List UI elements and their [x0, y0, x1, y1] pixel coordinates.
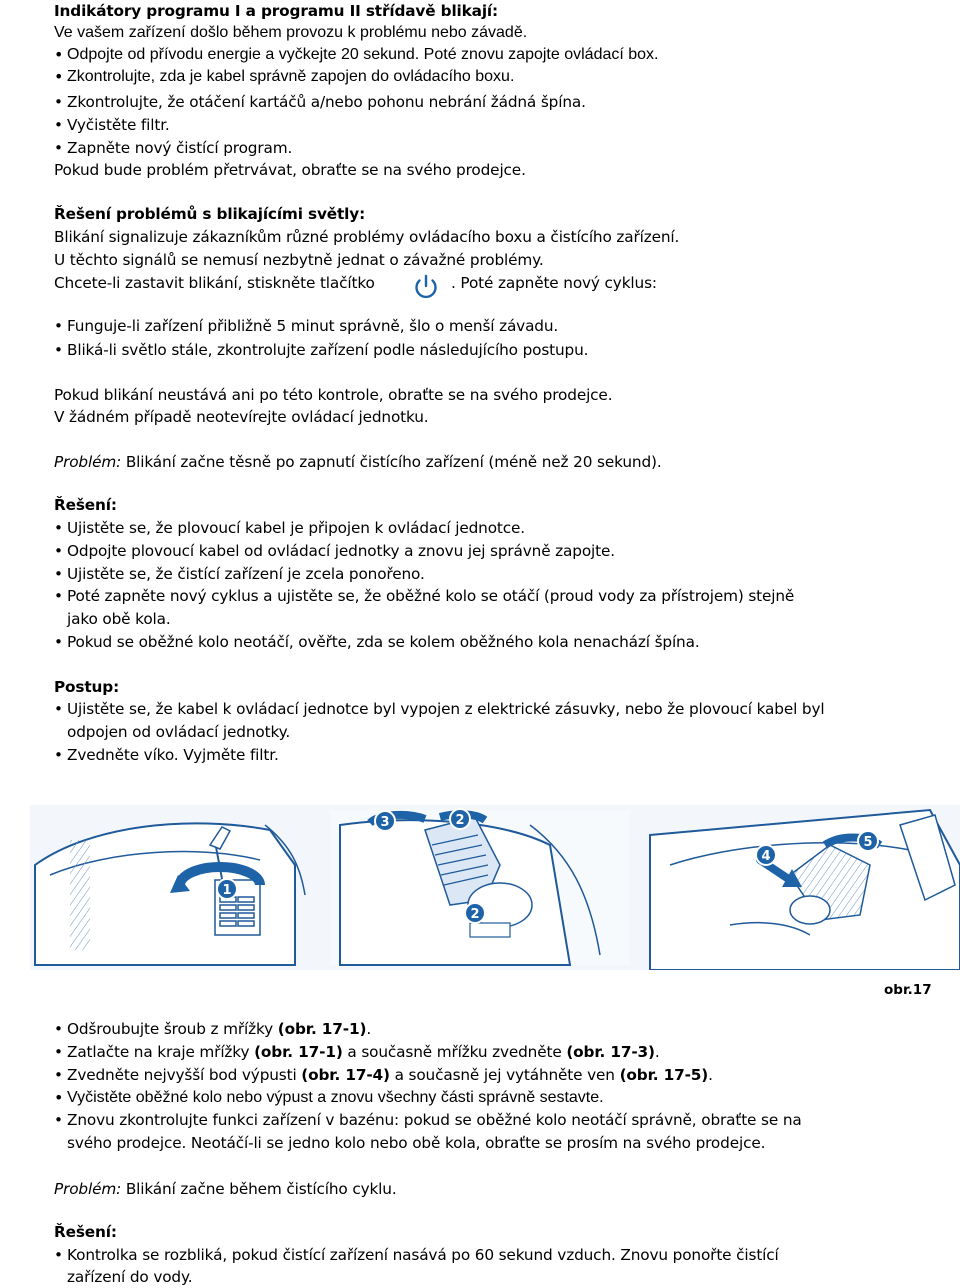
list-item [54, 1064, 713, 1086]
figure-reference: (obr. 17-4) [301, 1066, 390, 1084]
callout-5: 5 [863, 835, 873, 850]
section2-line3b: . Poté zapněte nový cyklus: [451, 274, 657, 292]
figure-panel-3 [650, 810, 960, 970]
figure-reference: (obr. 17-1) [277, 1020, 367, 1038]
list-item: • Znovu zkontrolujte funkci zařízení v bazénu: pokud se oběžné kolo neotáčí správně, obraťte se na [54, 1109, 802, 1131]
section1-heading: Indikátory programu I a programu II střídavě blikají: [54, 2, 498, 20]
section2-line2: U těchto signálů se nemusí nezbytně jednat o závažné problémy. [54, 251, 544, 269]
problem1-label: Problém: [54, 453, 122, 471]
step3-text: Zvedněte nejvyšší bod výpusti [67, 1066, 302, 1084]
section1-closing: Pokud bude problém přetrvávat, obraťte se na svého prodejce. [54, 161, 526, 179]
section2-note1: Pokud blikání neustává ani po této kontrole, obraťte se na svého prodejce. [54, 386, 613, 404]
list-item: • Zkontrolujte, že otáčení kartáčů a/nebo pohonu nebrání žádná špína. [54, 91, 586, 113]
figure-panel-2 [330, 809, 630, 965]
callout-2-bottom: 2 [470, 907, 480, 922]
solution1-heading: Řešení: [54, 496, 117, 514]
figure-reference: (obr. 17-5) [619, 1066, 709, 1084]
section1-intro: Ve vašem zařízení došlo během provozu k problému nebo závadě. [54, 24, 528, 41]
list-item: • Zapněte nový čistící program. [54, 137, 292, 159]
problem2-line [54, 1178, 397, 1200]
list-item: • Kontrolka se rozbliká, pokud čistící zařízení nasává po 60 sekund vzduch. Znovu ponořte čistící [54, 1244, 779, 1266]
list-item-continuation: jako obě kola. [67, 610, 171, 628]
list-item: • Ujistěte se, že plovoucí kabel je připojen k ovládací jednotce. [54, 517, 525, 539]
procedure-heading: Postup: [54, 678, 120, 696]
problem1-text: Blikání začne těsně po zapnutí čistícího zařízení (méně než 20 sekund). [121, 453, 662, 471]
section2-line3a: Chcete-li zastavit blikání, stiskněte tlačítko [54, 274, 375, 292]
list-item: • Ujistěte se, že kabel k ovládací jednotce byl vypojen z elektrické zásuvky, nebo že plovoucí kabel byl [54, 698, 824, 720]
step2-text-middle: a současně mřížku zvedněte [342, 1043, 567, 1061]
solution2-heading: Řešení: [54, 1223, 117, 1241]
list-item-continuation: odpojen od ovládací jednotky. [67, 723, 291, 741]
list-item: • Funguje-li zařízení přibližně 5 minut správně, šlo o menší závadu. [54, 315, 558, 337]
list-item: • Vyčistěte oběžné kolo nebo výpust a znovu všechny části správně sestavte. [54, 1087, 604, 1109]
step3-text-middle: a současně jej vytáhněte ven [389, 1066, 620, 1084]
step1-text: Odšroubujte šroub z mřížky [67, 1020, 278, 1038]
callout-1: 1 [222, 883, 232, 898]
list-item: • Zvedněte víko. Vyjměte filtr. [54, 744, 279, 766]
list-item: • Odpojte od přívodu energie a vyčkejte 20 sekund. Poté znovu zapojte ovládací box. [54, 44, 659, 66]
list-item [54, 1041, 660, 1063]
step2-text: Zatlačte na kraje mřížky [67, 1043, 255, 1061]
figure-reference: (obr. 17-1) [254, 1043, 343, 1061]
problem2-label: Problém: [54, 1180, 122, 1198]
list-item [54, 1018, 371, 1040]
figure-caption: obr.17 [884, 982, 932, 998]
figure-reference: (obr. 17-3) [566, 1043, 655, 1061]
figure-17-illustration [30, 805, 960, 970]
list-item: • Ujistěte se, že čistící zařízení je zcela ponořeno. [54, 563, 425, 585]
power-button-icon [408, 270, 444, 300]
step2-end: . [654, 1043, 660, 1061]
section2-line1: Blikání signalizuje zákazníkům různé problémy ovládacího boxu a čistícího zařízení. [54, 228, 680, 246]
list-item: • Zkontrolujte, zda je kabel správně zapojen do ovládacího boxu. [54, 66, 514, 88]
callout-2-top: 2 [455, 813, 465, 828]
list-item: • Odpojte plovoucí kabel od ovládací jednotky a znovu jej správně zapojte. [54, 540, 615, 562]
list-item-continuation: svého prodejce. Neotáčí-li se jedno kolo nebo obě kola, obraťte se prosím na svého prodejce. [67, 1134, 766, 1152]
list-item-continuation: zařízení do vody. [67, 1268, 193, 1286]
problem1-line [54, 451, 662, 473]
list-item: • Pokud se oběžné kolo neotáčí, ověřte, zda se kolem oběžného kola nenachází špína. [54, 631, 700, 653]
section2-heading: Řešení problémů s blikajícími světly: [54, 205, 366, 223]
step1-end: . [366, 1020, 372, 1038]
list-item: • Vyčistěte filtr. [54, 114, 170, 136]
list-item: • Poté zapněte nový cyklus a ujistěte se, že oběžné kolo se otáčí (proud vody za přístrojem) stejně [54, 585, 794, 607]
problem2-text: Blikání začne během čistícího cyklu. [121, 1180, 397, 1198]
step3-end: . [708, 1066, 713, 1084]
figure-panel-1 [35, 823, 305, 965]
section2-note2: V žádném případě neotevírejte ovládací jednotku. [54, 408, 429, 426]
callout-4: 4 [761, 849, 771, 864]
list-item: • Bliká-li světlo stále, zkontrolujte zařízení podle následujícího postupu. [54, 339, 588, 361]
callout-3: 3 [380, 815, 390, 830]
